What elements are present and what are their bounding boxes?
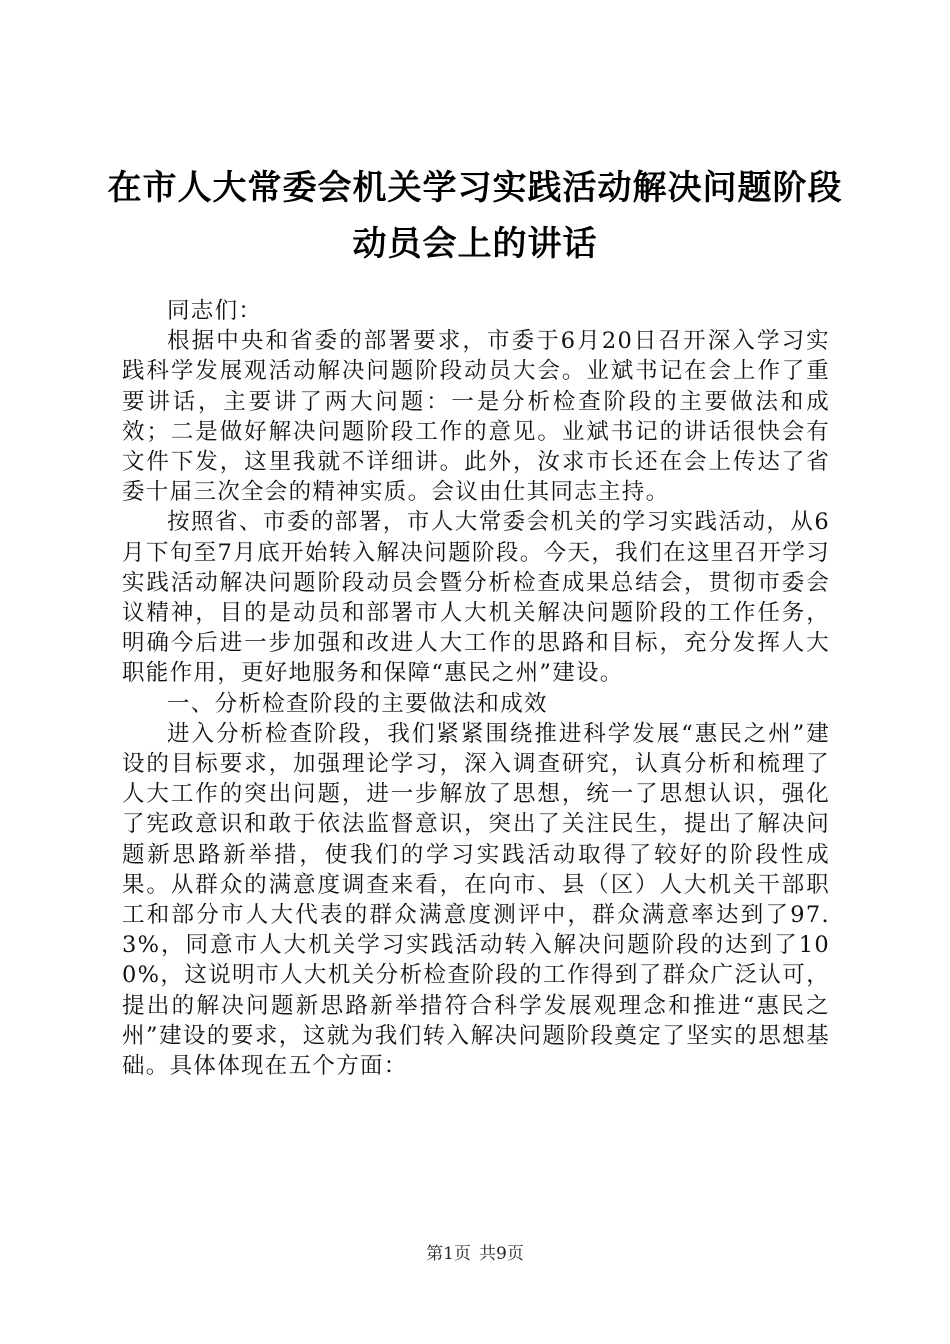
body-paragraph: 根据中央和省委的部署要求，市委于6月20日召开深入学习实践科学发展观活动解决问题阶段动员大会。业斌书记在会上作了重要讲话，主要讲了两大问题：一是分析检查阶段的主要做法和成效；二是做好解决问题阶段工作的意见。业斌书记的讲话很快会有文件下发，这里我就不详细讲。此外，汝求市长还在会上传达了省委十届三次全会的精神实质。会议由仕其同志主持。 — [122, 328, 830, 506]
salutation: 同志们： — [167, 298, 263, 324]
document-body — [122, 296, 830, 1081]
page-footer — [0, 1243, 950, 1265]
page-total: 共9页 — [479, 1244, 524, 1264]
document-title: 在市人大常委会机关学习实践活动解决问题阶段动员会上的讲话 — [107, 168, 843, 264]
body-paragraph: 进入分析检查阶段，我们紧紧围绕推进科学发展“惠民之州”建设的目标要求，加强理论学习，深入调查研究，认真分析和梳理了人大工作的突出问题，进一步解放了思想，统一了思想认识，强化了宪政意识和敢于依法监督意识，突出了关注民生，提出了解决问题新思路新举措，使我们的学习实践活动取得了较好的阶段性成果。从群众的满意度调查来看，在向市、县（区）人大机关干部职工和部分市人大代表的群众满意度测评中，群众满意率达到了97.3%，同意市人大机关学习实践活动转入解决问题阶段的达到了100%，这说明市人大机关分析检查阶段的工作得到了群众广泛认可，提出的解决问题新思路新举措符合科学发展观理念和推进“惠民之州”建设的要求，这就为我们转入解决问题阶段奠定了坚实的思想基础。具体体现在五个方面： — [122, 720, 830, 1080]
page-number: 第1页 — [426, 1244, 471, 1264]
body-paragraph: 按照省、市委的部署，市人大常委会机关的学习实践活动，从6月下旬至7月底开始转入解决问题阶段。今天，我们在这里召开学习实践活动解决问题阶段动员会暨分析检查成果总结会，贯彻市委会议精神，目的是动员和部署市人大机关解决问题阶段的工作任务，明确今后进一步加强和改进人大工作的思路和目标，充分发挥人大职能作用，更好地服务和保障“惠民之州”建设。 — [122, 509, 830, 687]
section-heading: 一、分析检查阶段的主要做法和成效 — [167, 690, 548, 717]
